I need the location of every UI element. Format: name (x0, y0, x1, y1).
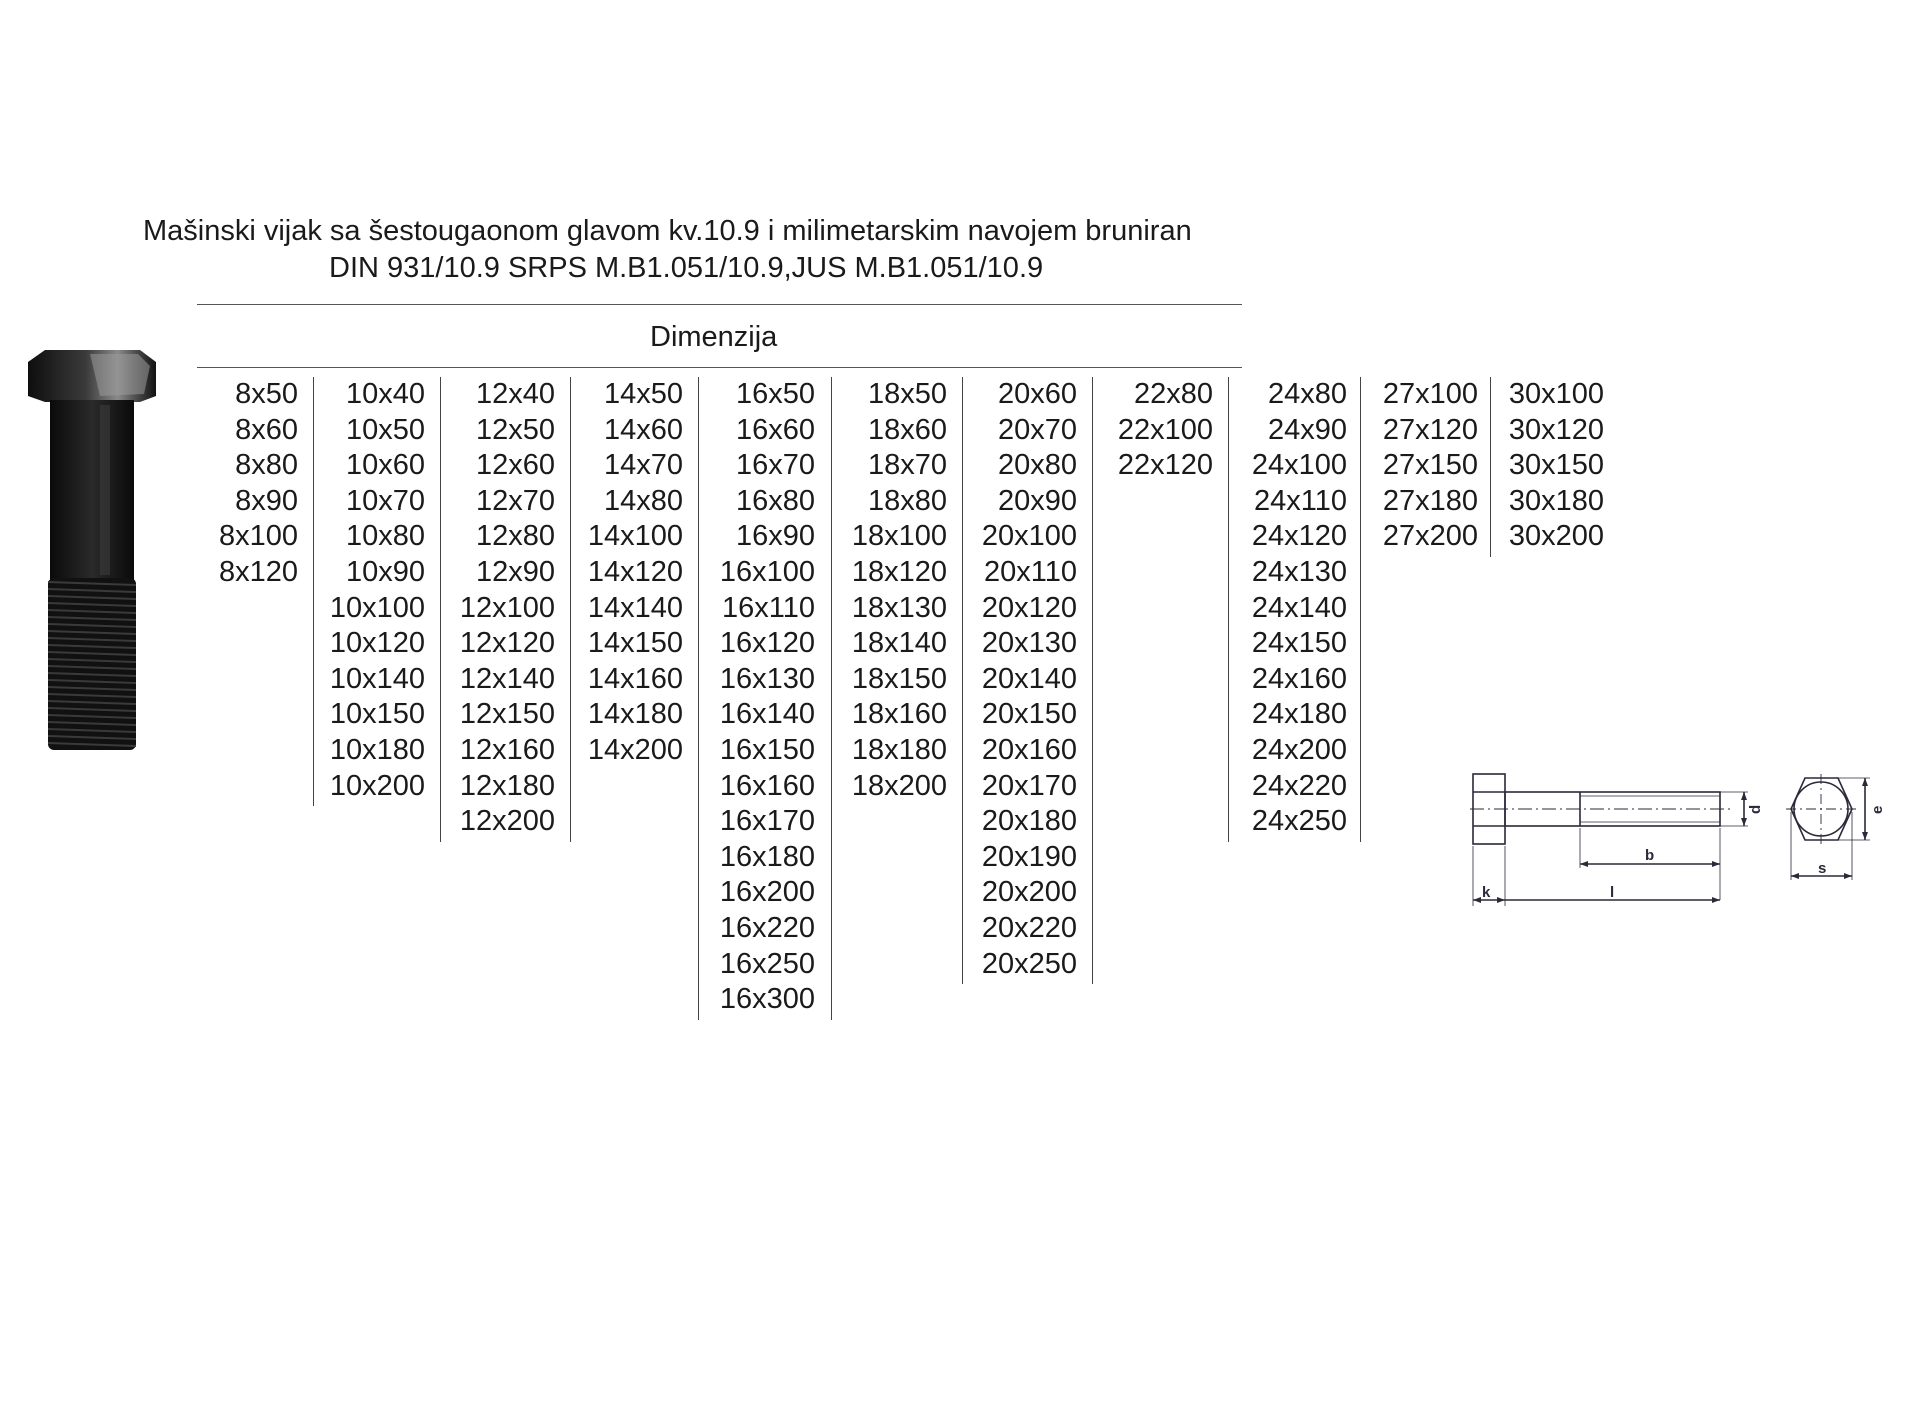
dimension-cell: 12x150 (459, 698, 555, 731)
dimension-cell: 20x160 (981, 733, 1077, 766)
dimension-cell: 18x160 (851, 698, 947, 731)
dimension-cell: 30x120 (1508, 413, 1604, 446)
column-separator (313, 377, 314, 806)
dimension-cell: 24x140 (1251, 591, 1347, 624)
drawing-label-k: k (1482, 884, 1491, 901)
dimension-cell: 24x180 (1251, 698, 1347, 731)
dimension-cell: 14x50 (603, 378, 683, 410)
table-header-rule (197, 367, 1242, 368)
standards-subtitle: DIN 931/10.9 SRPS M.B1.051/10.9,JUS M.B1.051/10.9 (329, 252, 1044, 284)
dimension-column (330, 377, 425, 804)
dimension-cell: 12x140 (459, 662, 555, 695)
dimension-cell: 10x150 (329, 698, 425, 731)
dimension-cell: 22x80 (1133, 378, 1213, 410)
dimension-cell: 20x170 (981, 769, 1077, 802)
dimension-cell: 10x70 (345, 484, 425, 517)
dimension-cell: 24x80 (1267, 378, 1347, 410)
dimension-column (219, 377, 298, 591)
dimension-cell: 14x180 (587, 698, 683, 731)
dimension-cell: 16x100 (719, 555, 815, 588)
dimension-column (460, 377, 555, 840)
dimension-cell: 12x100 (459, 591, 555, 624)
dimension-column (852, 377, 947, 804)
drawing-label-l: l (1610, 884, 1615, 901)
dimension-cell: 10x90 (345, 555, 425, 588)
dimension-cell: 27x150 (1382, 449, 1478, 482)
dimension-cell: 14x140 (587, 591, 683, 624)
dimension-cell: 16x120 (719, 627, 815, 660)
dimension-cell: 14x160 (587, 662, 683, 695)
bolt-photo (20, 350, 160, 755)
dimension-cell: 20x140 (981, 662, 1077, 695)
dimension-column (720, 377, 815, 1018)
dimension-cell: 16x150 (719, 733, 815, 766)
column-separator (1228, 377, 1229, 842)
dimension-cell: 18x150 (851, 662, 947, 695)
dimension-cell: 10x40 (345, 378, 425, 410)
dimension-cell: 20x250 (981, 947, 1077, 980)
dimension-cell: 10x200 (329, 769, 425, 802)
dimension-cell: 10x120 (329, 627, 425, 660)
dimension-cell: 16x250 (719, 947, 815, 980)
dimension-cell: 8x90 (235, 484, 298, 517)
dimension-cell: 20x110 (984, 555, 1077, 588)
drawing-label-b: b (1645, 847, 1655, 864)
dimension-cell: 8x80 (235, 449, 298, 482)
dimension-cell: 12x40 (475, 378, 555, 410)
column-separator (831, 377, 832, 1020)
dimension-cell: 12x200 (459, 805, 555, 838)
dimension-cell: 16x160 (719, 769, 815, 802)
dimension-cell: 22x100 (1117, 413, 1213, 446)
dimension-cell: 16x220 (719, 911, 815, 944)
dimension-cell: 16x200 (719, 876, 815, 909)
dimension-cell: 8x100 (218, 520, 298, 553)
dimension-cell: 20x190 (981, 840, 1077, 873)
dimension-cell: 20x120 (981, 591, 1077, 624)
dimension-cell: 18x200 (851, 769, 947, 802)
dimension-cell: 14x100 (587, 520, 683, 553)
dimension-cell: 16x50 (735, 378, 815, 410)
dimension-cell: 10x60 (345, 449, 425, 482)
dimension-cell: 18x70 (867, 449, 947, 482)
dimension-column (982, 377, 1077, 982)
dimension-cell: 16x140 (719, 698, 815, 731)
dimension-cell: 12x90 (475, 555, 555, 588)
dimension-cell: 16x60 (735, 413, 815, 446)
column-separator (1360, 377, 1361, 842)
dimension-cell: 8x60 (235, 413, 298, 446)
technical-drawing (1470, 770, 1910, 920)
dimension-cell: 10x180 (329, 733, 425, 766)
bolt-threads (48, 578, 136, 750)
drawing-label-e: e (1869, 805, 1886, 814)
column-separator (698, 377, 699, 1020)
dimension-cell: 27x120 (1382, 413, 1478, 446)
dimension-cell: 12x80 (475, 520, 555, 553)
dimension-cell: 27x200 (1382, 520, 1478, 553)
dimension-cell: 24x110 (1254, 484, 1347, 517)
dimension-cell: 14x80 (603, 484, 683, 517)
dimension-column (1118, 377, 1213, 484)
dimension-cell: 16x300 (719, 983, 815, 1016)
dimension-cell: 16x80 (735, 484, 815, 517)
dimension-column (1252, 377, 1347, 840)
dimension-cell: 10x80 (345, 520, 425, 553)
dimension-cell: 20x180 (981, 805, 1077, 838)
dimension-cell: 16x90 (735, 520, 815, 553)
page-title: Mašinski vijak sa šestougaonom glavom kv.10.9 i milimetarskim navojem bruniran (143, 215, 1192, 247)
dimension-cell: 18x130 (851, 591, 947, 624)
dimension-cell: 24x100 (1251, 449, 1347, 482)
column-separator (1490, 377, 1491, 557)
dimension-cell: 20x200 (981, 876, 1077, 909)
dimension-cell: 18x180 (851, 733, 947, 766)
dimension-cell: 18x60 (867, 413, 947, 446)
dimension-cell: 30x200 (1508, 520, 1604, 553)
dimension-cell: 30x100 (1508, 378, 1604, 410)
dimension-cell: 30x180 (1508, 484, 1604, 517)
dimension-cell: 20x90 (997, 484, 1077, 517)
dimension-cell: 18x140 (851, 627, 947, 660)
dimension-cell: 27x180 (1382, 484, 1478, 517)
dimension-cell: 24x150 (1251, 627, 1347, 660)
dimension-cell: 24x160 (1251, 662, 1347, 695)
dimension-cell: 8x50 (235, 378, 298, 410)
dimension-cell: 16x130 (719, 662, 815, 695)
dimension-cell: 20x130 (981, 627, 1077, 660)
dimension-cell: 10x50 (345, 413, 425, 446)
dimension-cell: 24x200 (1251, 733, 1347, 766)
dimension-cell: 18x80 (867, 484, 947, 517)
dimension-cell: 18x120 (851, 555, 947, 588)
bolt-shank (50, 400, 134, 580)
dimension-column (588, 377, 683, 769)
dimension-cell: 20x70 (997, 413, 1077, 446)
dimension-cell: 12x50 (475, 413, 555, 446)
dimension-cell: 18x50 (867, 378, 947, 410)
dimension-cell: 24x250 (1251, 805, 1347, 838)
dimension-cell: 30x150 (1508, 449, 1604, 482)
column-separator (440, 377, 441, 842)
column-separator (962, 377, 963, 984)
dimension-cell: 12x180 (459, 769, 555, 802)
dimension-column (1383, 377, 1478, 555)
dimension-cell: 10x100 (329, 591, 425, 624)
dimension-cell: 10x140 (329, 662, 425, 695)
dimension-cell: 24x120 (1251, 520, 1347, 553)
column-separator (1092, 377, 1093, 984)
dimension-cell: 12x120 (459, 627, 555, 660)
dimension-cell: 27x100 (1382, 378, 1478, 410)
dimension-cell: 16x70 (735, 449, 815, 482)
table-top-rule (197, 304, 1242, 305)
dimension-cell: 20x150 (981, 698, 1077, 731)
table-header-dimenzija: Dimenzija (650, 321, 778, 353)
dimension-cell: 14x120 (587, 555, 683, 588)
dimension-cell: 12x60 (475, 449, 555, 482)
dimension-cell: 14x70 (603, 449, 683, 482)
dimension-cell: 14x150 (587, 627, 683, 660)
dimension-cell: 14x60 (603, 413, 683, 446)
dimension-cell: 20x60 (997, 378, 1077, 410)
dimension-cell: 20x80 (997, 449, 1077, 482)
dimension-cell: 8x120 (218, 555, 298, 588)
dimension-cell: 18x100 (851, 520, 947, 553)
dimension-cell: 16x180 (719, 840, 815, 873)
dimension-column (1509, 377, 1604, 555)
dimension-cell: 24x220 (1251, 769, 1347, 802)
dimension-cell: 12x160 (459, 733, 555, 766)
column-separator (570, 377, 571, 842)
dimension-cell: 24x90 (1267, 413, 1347, 446)
dimension-cell: 20x100 (981, 520, 1077, 553)
dimension-cell: 16x170 (719, 805, 815, 838)
drawing-label-d: d (1747, 804, 1764, 814)
dimension-cell: 22x120 (1117, 449, 1213, 482)
dimension-cell: 20x220 (981, 911, 1077, 944)
dimension-cell: 14x200 (587, 733, 683, 766)
dimension-cell: 24x130 (1251, 555, 1347, 588)
drawing-label-s: s (1818, 860, 1827, 877)
dimension-cell: 16x110 (722, 591, 815, 624)
dimension-cell: 12x70 (475, 484, 555, 517)
